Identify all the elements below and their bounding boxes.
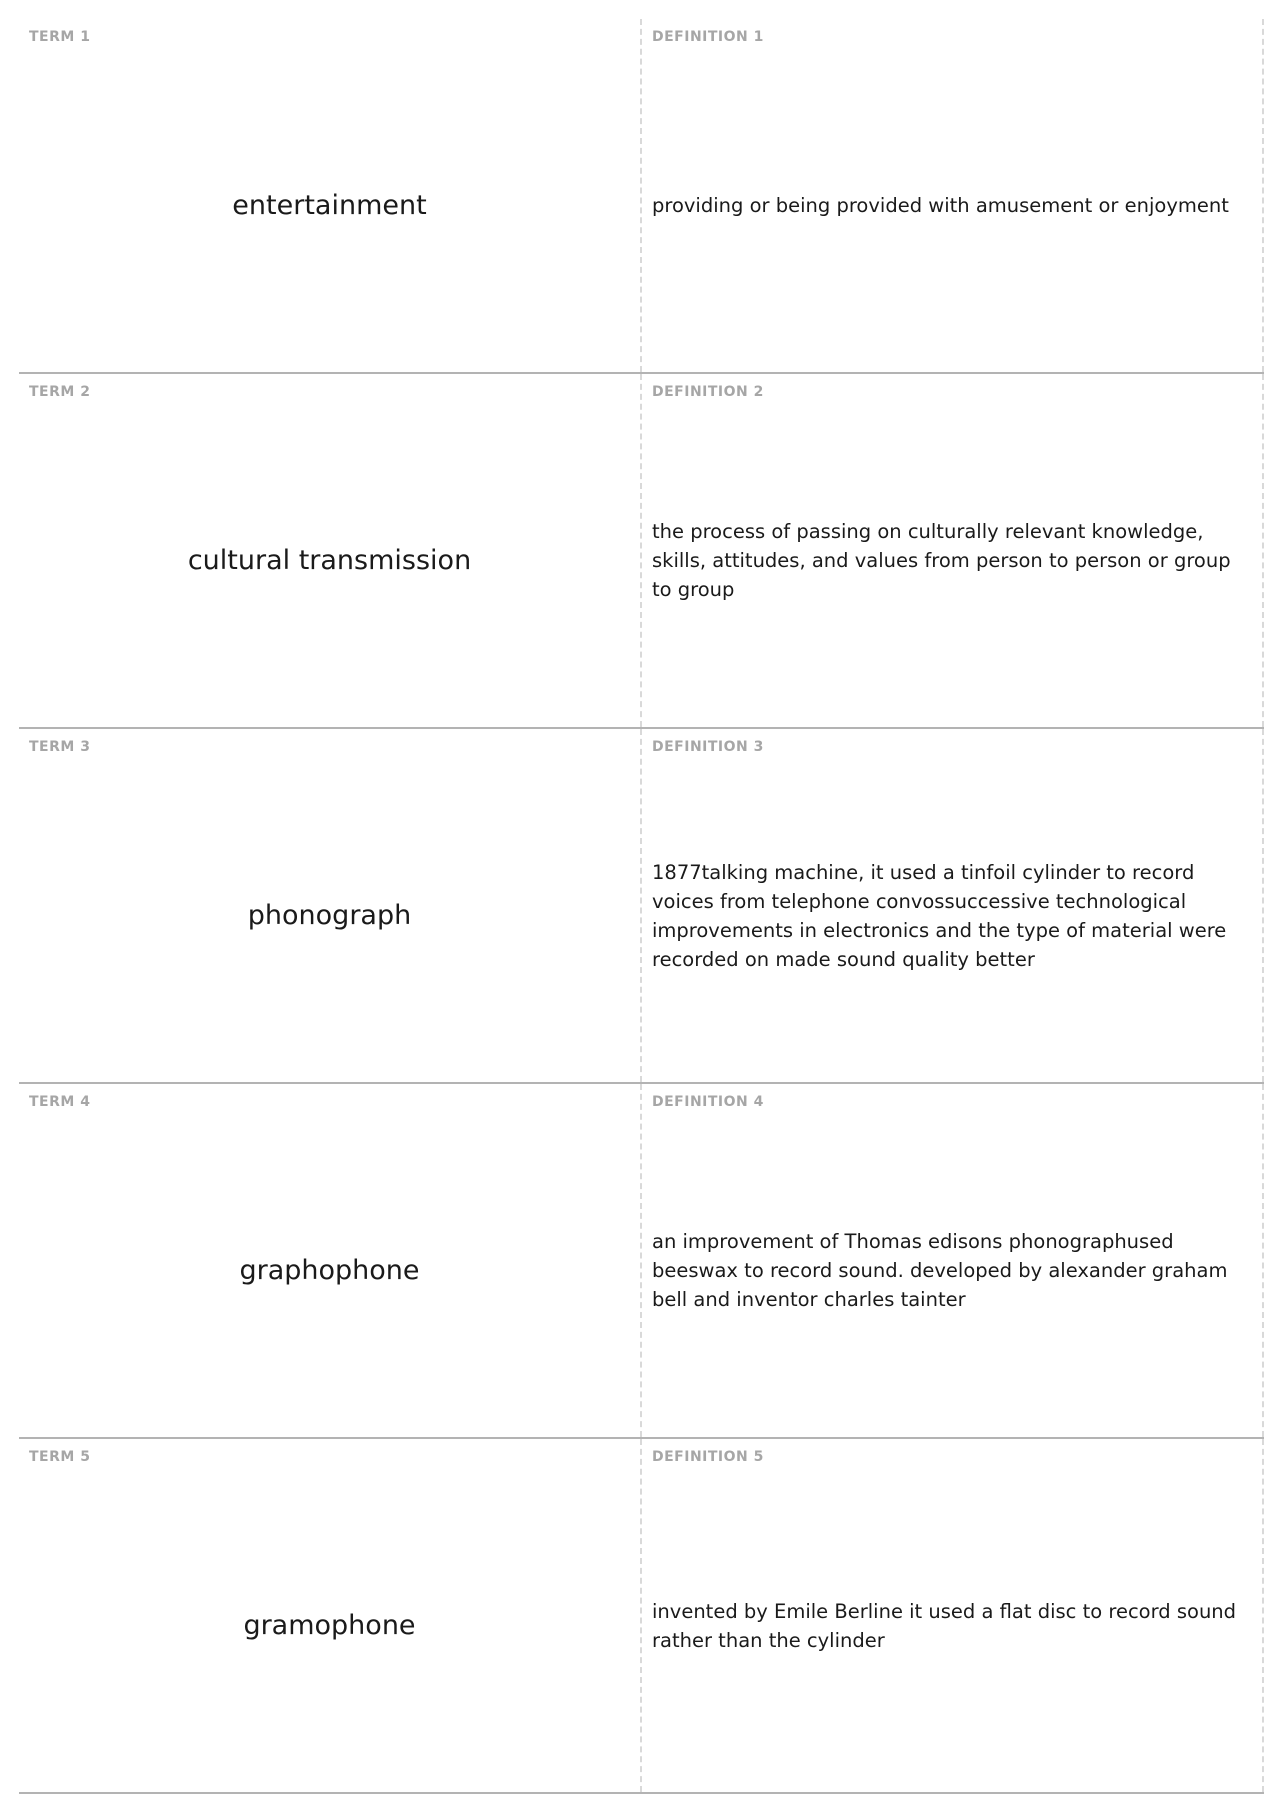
definition-text: 1877talking machine, it used a tinfoil cylinder to record voices from telephone convossuccessive technological improvements in electronics and the type of material were recorded on made sound quality better xyxy=(652,860,1227,971)
definition-text: an improvement of Thomas edisons phonographused beeswax to record sound. developed by alexander graham bell and inventor charles tainter xyxy=(652,1230,1228,1311)
term-cell xyxy=(19,19,642,372)
term-text: phonograph xyxy=(247,900,412,931)
definition-label: DEFINITION 3 xyxy=(652,739,764,755)
term-label: TERM 5 xyxy=(29,1449,91,1465)
flashcard-row xyxy=(19,19,1264,374)
definition-cell xyxy=(642,1084,1264,1437)
term-text: entertainment xyxy=(232,190,427,221)
term-cell xyxy=(19,729,642,1082)
definition-cell xyxy=(642,729,1264,1082)
flashcard-row xyxy=(19,1439,1264,1794)
term-cell xyxy=(19,374,642,727)
definition-label: DEFINITION 5 xyxy=(652,1449,764,1465)
definition-text: the process of passing on culturally relevant knowledge, skills, attitudes, and values from person to person or group to group xyxy=(652,520,1231,601)
definition-cell xyxy=(642,374,1264,727)
term-label: TERM 3 xyxy=(29,739,91,755)
definition-text: providing or being provided with amusement or enjoyment xyxy=(652,194,1229,217)
term-text: gramophone xyxy=(243,1610,416,1641)
definition-label: DEFINITION 4 xyxy=(652,1094,764,1110)
definition-label: DEFINITION 1 xyxy=(652,29,764,45)
flashcard-row xyxy=(19,374,1264,729)
term-cell xyxy=(19,1439,642,1792)
term-cell xyxy=(19,1084,642,1437)
term-label: TERM 2 xyxy=(29,384,91,400)
term-text: graphophone xyxy=(239,1255,420,1286)
flashcard-sheet xyxy=(19,19,1264,1794)
definition-label: DEFINITION 2 xyxy=(652,384,764,400)
flashcard-row xyxy=(19,1084,1264,1439)
definition-text: invented by Emile Berline it used a flat disc to record sound rather than the cylinder xyxy=(652,1599,1237,1652)
flashcard-row xyxy=(19,729,1264,1084)
definition-cell xyxy=(642,19,1264,372)
term-text: cultural transmission xyxy=(187,545,472,576)
term-label: TERM 4 xyxy=(29,1094,91,1110)
definition-cell xyxy=(642,1439,1264,1792)
term-label: TERM 1 xyxy=(29,29,91,45)
